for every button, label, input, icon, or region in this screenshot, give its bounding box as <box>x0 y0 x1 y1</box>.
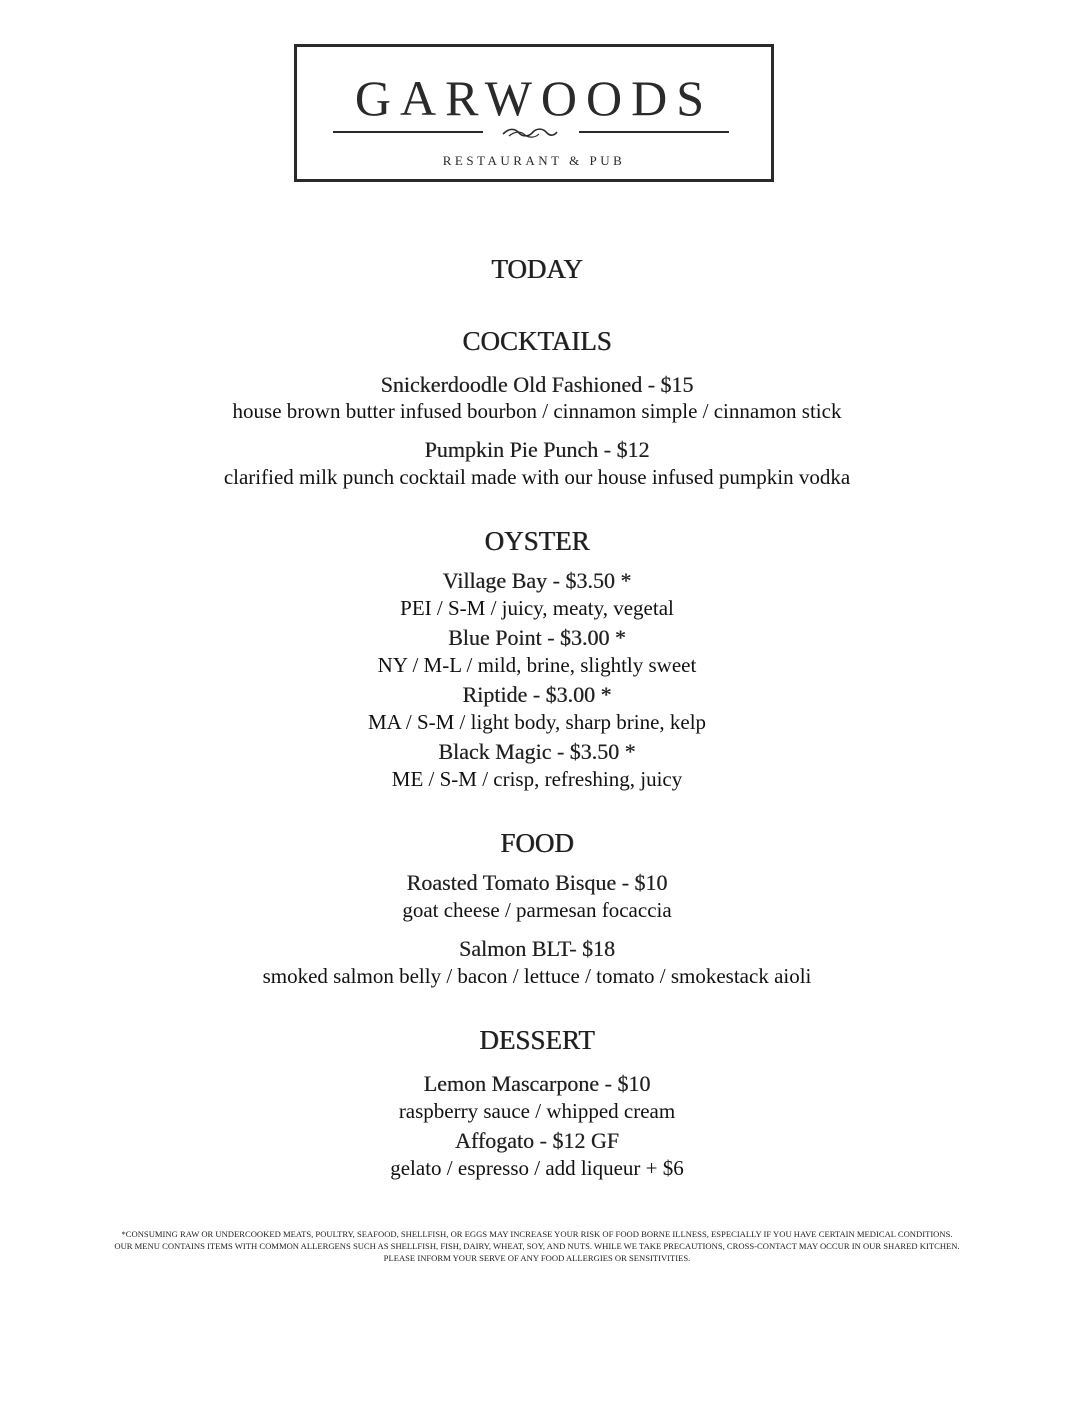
allergen-warning: OUR MENU CONTAINS ITEMS WITH COMMON ALLERGENS SUCH AS SHELLFISH, FISH, DAIRY, WHEAT, SOY, AND NUTS. WHILE WE TAKE PRECAUTIONS, CROSS-CONTACT MAY OCCUR IN OUR SHARED KITCHEN. PLEASE INFORM YOUR SERVE OF ANY FOOD ALLERGIES OR SENSITIVITIES. <box>114 1241 960 1263</box>
dessert-heading: DESSERT <box>479 1025 595 1055</box>
menu-item-name: Village Bay - $3.50 * <box>442 568 632 593</box>
menu-item-name: Roasted Tomato Bisque - $10 <box>406 870 668 895</box>
menu-item-name: Black Magic - $3.50 * <box>438 739 636 764</box>
menu-item-name: Lemon Mascarpone - $10 <box>423 1071 651 1096</box>
logo-rule-left <box>333 131 483 133</box>
menu-item-desc: raspberry sauce / whipped cream <box>398 1099 676 1123</box>
wave-ornament-icon <box>499 125 559 139</box>
menu-item-name: Salmon BLT- $18 <box>458 936 616 961</box>
menu-item-desc: gelato / espresso / add liqueur + $6 <box>390 1156 684 1180</box>
menu-item-desc: clarified milk punch cocktail made with our house infused pumpkin vodka <box>223 465 851 489</box>
menu-item-name: Blue Point - $3.00 * <box>448 625 626 650</box>
logo-name: GARWOODS <box>354 70 714 126</box>
menu-item-desc: ME / S-M / crisp, refreshing, juicy <box>391 767 683 791</box>
menu-item-desc: NY / M-L / mild, brine, slightly sweet <box>377 653 697 677</box>
menu-item-name: Pumpkin Pie Punch - $12 <box>424 437 650 462</box>
menu-item-desc: MA / S-M / light body, sharp brine, kelp <box>367 710 707 734</box>
menu-item-name: Riptide - $3.00 * <box>462 682 612 707</box>
menu-item-desc: house brown butter infused bourbon / cinnamon simple / cinnamon stick <box>232 399 842 423</box>
oyster-heading: OYSTER <box>484 526 590 556</box>
restaurant-logo <box>294 44 774 182</box>
menu-item-desc: smoked salmon belly / bacon / lettuce / tomato / smokestack aioli <box>262 964 812 988</box>
food-heading: FOOD <box>500 828 574 858</box>
logo-rule-right <box>579 131 729 133</box>
raw-food-warning: *CONSUMING RAW OR UNDERCOOKED MEATS, POULTRY, SEAFOOD, SHELLFISH, OR EGGS MAY INCREASE YOUR RISK OF FOOD BORNE ILLNESS, ESPECIALLY IF YOU HAVE CERTAIN MEDICAL CONDITIONS. <box>121 1229 953 1239</box>
allergen-disclaimer <box>110 1228 964 1264</box>
menu-item-desc: goat cheese / parmesan focaccia <box>402 898 672 922</box>
menu-item-desc: PEI / S-M / juicy, meaty, vegetal <box>400 596 674 620</box>
cocktails-heading: COCKTAILS <box>462 326 612 356</box>
today-heading: TODAY <box>491 254 583 284</box>
menu-item-name: Affogato - $12 GF <box>455 1128 619 1153</box>
logo-subtitle: RESTAURANT & PUB <box>442 153 626 168</box>
menu-item-name: Snickerdoodle Old Fashioned - $15 <box>380 372 694 397</box>
